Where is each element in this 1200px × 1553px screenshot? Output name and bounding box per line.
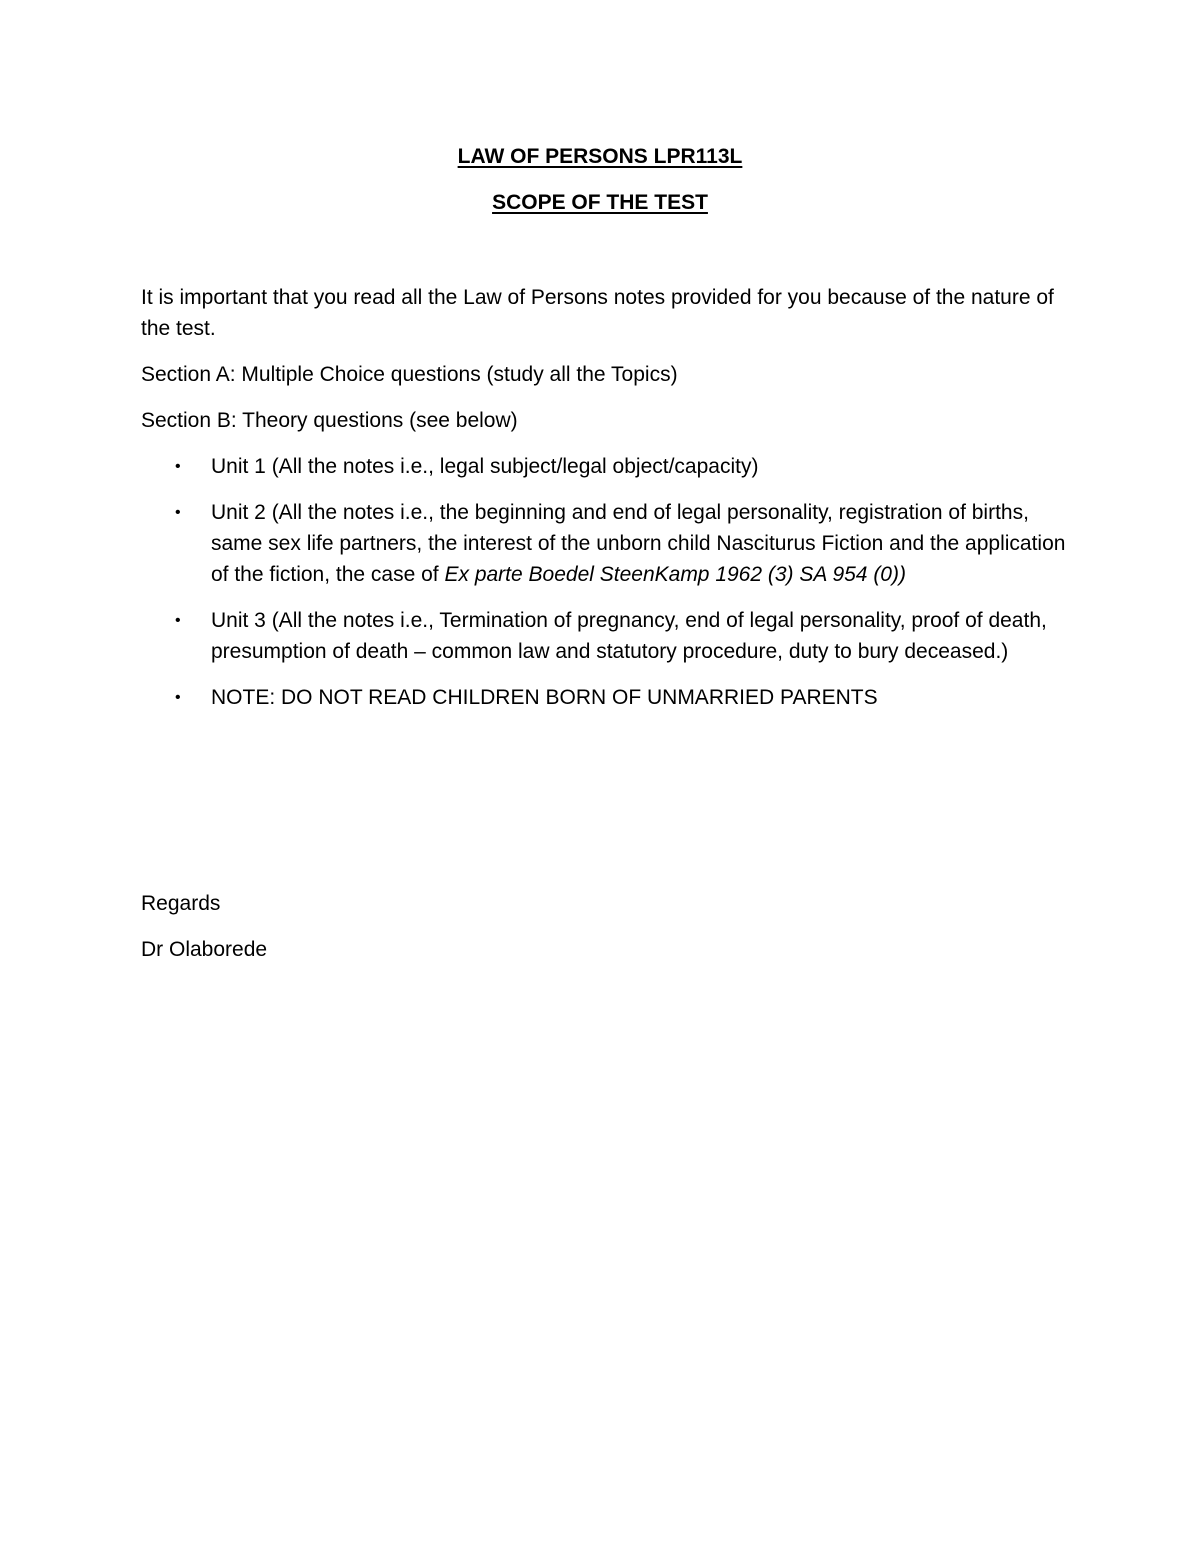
document-body xyxy=(141,282,1071,728)
regards-text: Regards xyxy=(141,892,221,915)
section-b-paragraph: Section B: Theory questions (see below) xyxy=(141,409,518,432)
document-title: LAW OF PERSONS LPR113L xyxy=(457,145,743,168)
unit-2-text: Unit 2 (All the notes i.e., the beginning and end of legal personality, registration of births, same sex life partners, the interest of the unborn child Nasciturus Fiction and the application of the fiction, the case of xyxy=(211,501,1066,586)
list-item-unit-2 xyxy=(141,497,1071,590)
document-subtitle: SCOPE OF THE TEST xyxy=(492,191,708,214)
units-list xyxy=(141,451,1071,713)
list-item-unit-1 xyxy=(141,451,1071,482)
section-a-paragraph: Section A: Multiple Choice questions (study all the Topics) xyxy=(141,363,678,386)
bullet-icon: • xyxy=(175,612,181,629)
unit-1-text: Unit 1 (All the notes i.e., legal subject/legal object/capacity) xyxy=(211,455,759,478)
note-text: NOTE: DO NOT READ CHILDREN BORN OF UNMARRIED PARENTS xyxy=(211,686,878,709)
list-item-unit-3 xyxy=(141,605,1071,667)
unit-3-text: Unit 3 (All the notes i.e., Termination of pregnancy, end of legal personality, proof of death, presumption of death – common law and statutory procedure, duty to bury deceased.) xyxy=(211,609,1047,663)
bullet-icon: • xyxy=(175,504,181,521)
bullet-icon: • xyxy=(175,458,181,475)
bullet-icon: • xyxy=(175,689,181,706)
intro-paragraph: It is important that you read all the Law of Persons notes provided for you because of the nature of the test. xyxy=(141,286,1054,340)
closing-block xyxy=(141,888,267,980)
signature-text: Dr Olaborede xyxy=(141,938,268,961)
unit-2-case-citation: Ex parte Boedel SteenKamp 1962 (3) SA 954 (0)) xyxy=(444,563,906,586)
list-item-note xyxy=(141,682,1071,713)
